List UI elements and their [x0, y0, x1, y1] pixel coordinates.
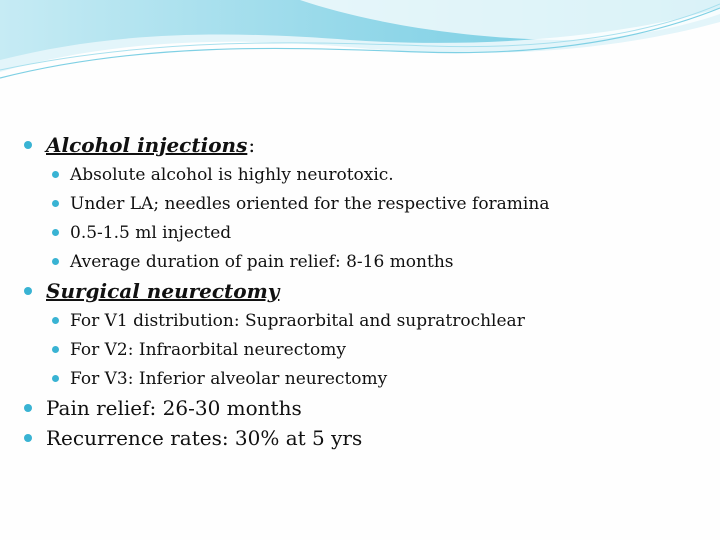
list-item-text: 0.5-1.5 ml injected — [70, 222, 232, 243]
list-item — [24, 364, 704, 393]
bullet-icon — [52, 317, 59, 324]
list-item-text: For V3: Inferior alveolar neurectomy — [70, 368, 388, 389]
bullet-icon — [52, 375, 59, 382]
bullet-icon — [52, 258, 59, 265]
list-item-text: For V1 distribution: Supraorbital and supratrochlear — [70, 310, 525, 331]
bullet-icon — [52, 200, 59, 207]
summary-item — [24, 393, 704, 423]
list-item — [24, 189, 704, 218]
heading-text: Surgical neurectomy — [46, 279, 280, 303]
section-heading-alcohol-injections — [24, 130, 704, 160]
list-item-text: Under LA; needles oriented for the respective foramina — [70, 193, 550, 214]
list-item — [24, 218, 704, 247]
list-item — [24, 247, 704, 276]
bullet-icon — [24, 287, 32, 295]
heading-colon: : — [248, 133, 256, 157]
list-item-text: For V2: Infraorbital neurectomy — [70, 339, 347, 360]
summary-item — [24, 423, 704, 453]
summary-text: Pain relief: 26-30 months — [46, 396, 302, 420]
bullet-icon — [52, 171, 59, 178]
bullet-icon — [24, 141, 32, 149]
section-heading-surgical-neurectomy — [24, 276, 704, 306]
list-item — [24, 335, 704, 364]
list-item-text: Average duration of pain relief: 8-16 months — [70, 251, 454, 272]
list-item — [24, 306, 704, 335]
summary-text: Recurrence rates: 30% at 5 yrs — [46, 426, 363, 450]
bullet-icon — [24, 434, 32, 442]
bullet-icon — [24, 404, 32, 412]
decorative-wave-header — [0, 0, 720, 90]
bullet-icon — [52, 229, 59, 236]
slide-body — [24, 130, 704, 453]
list-item-text: Absolute alcohol is highly neurotoxic. — [70, 164, 394, 185]
bullet-icon — [52, 346, 59, 353]
list-item — [24, 160, 704, 189]
heading-text: Alcohol injections — [46, 133, 248, 157]
